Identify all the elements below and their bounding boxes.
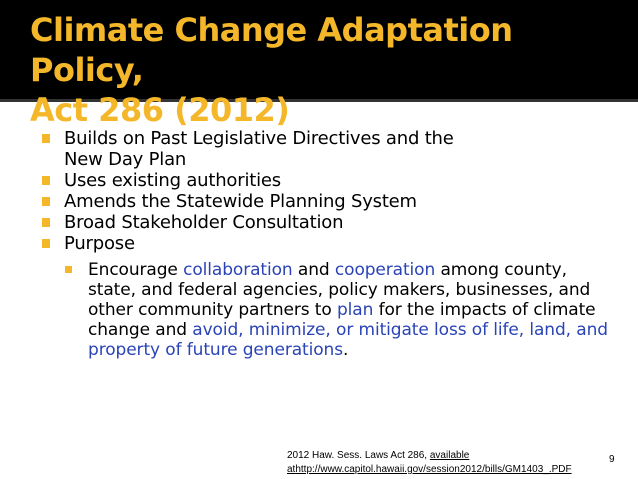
bullet-text-line-2: New Day Plan <box>64 149 187 170</box>
bullet-text: Amends the Statewide Planning System <box>64 191 417 212</box>
sub-bullet-text: and <box>292 260 335 280</box>
slide-title-line-2: Act 286 (2012) <box>30 91 290 129</box>
bullet-item <box>40 128 620 170</box>
bullet-text-line-1: Builds on Past Legislative Directives and the <box>64 128 454 149</box>
slide-title <box>30 10 620 130</box>
highlight-cooperation: cooperation <box>334 260 436 280</box>
sub-bullet-item <box>62 260 620 360</box>
bullet-item <box>40 170 620 191</box>
bullet-text: Purpose <box>64 233 135 254</box>
slide-title-line-1: Climate Change Adaptation Policy, <box>30 11 513 89</box>
bullet-text: Uses existing authorities <box>64 170 281 191</box>
bullet-item <box>40 233 620 254</box>
sub-bullet-text: for the impacts of climate change and <box>88 300 596 340</box>
citation-link-at[interactable]: at <box>287 464 296 475</box>
bullet-item <box>40 212 620 233</box>
highlight-collaboration: collaboration <box>183 260 293 280</box>
bullet-text: Broad Stakeholder Consultation <box>64 212 344 233</box>
page-number: 9 <box>609 454 615 465</box>
bullet-list <box>40 128 620 360</box>
sub-bullet-text: among county, state, and federal agencies, policy makers, businesses, and other community partners to <box>88 260 591 320</box>
sub-bullet-text: Encourage <box>88 260 184 280</box>
highlight-avoid-minimize-mitigate: avoid, minimize, or mitigate loss of life, land, and property of future generations <box>88 320 608 360</box>
citation <box>287 449 627 477</box>
sub-bullet-text: . <box>342 340 349 360</box>
citation-url-link[interactable]: http://www.capitol.hawaii.gov/session2012/bills/GM1403_.PDF <box>295 464 572 475</box>
citation-link-available[interactable]: available <box>429 450 470 461</box>
citation-line-2 <box>287 463 627 477</box>
bullet-item <box>40 191 620 212</box>
title-bar <box>0 0 638 129</box>
highlight-plan: plan <box>336 300 374 320</box>
citation-line-1 <box>287 449 627 463</box>
citation-text: 2012 Haw. Sess. Laws Act 286, <box>287 450 430 461</box>
